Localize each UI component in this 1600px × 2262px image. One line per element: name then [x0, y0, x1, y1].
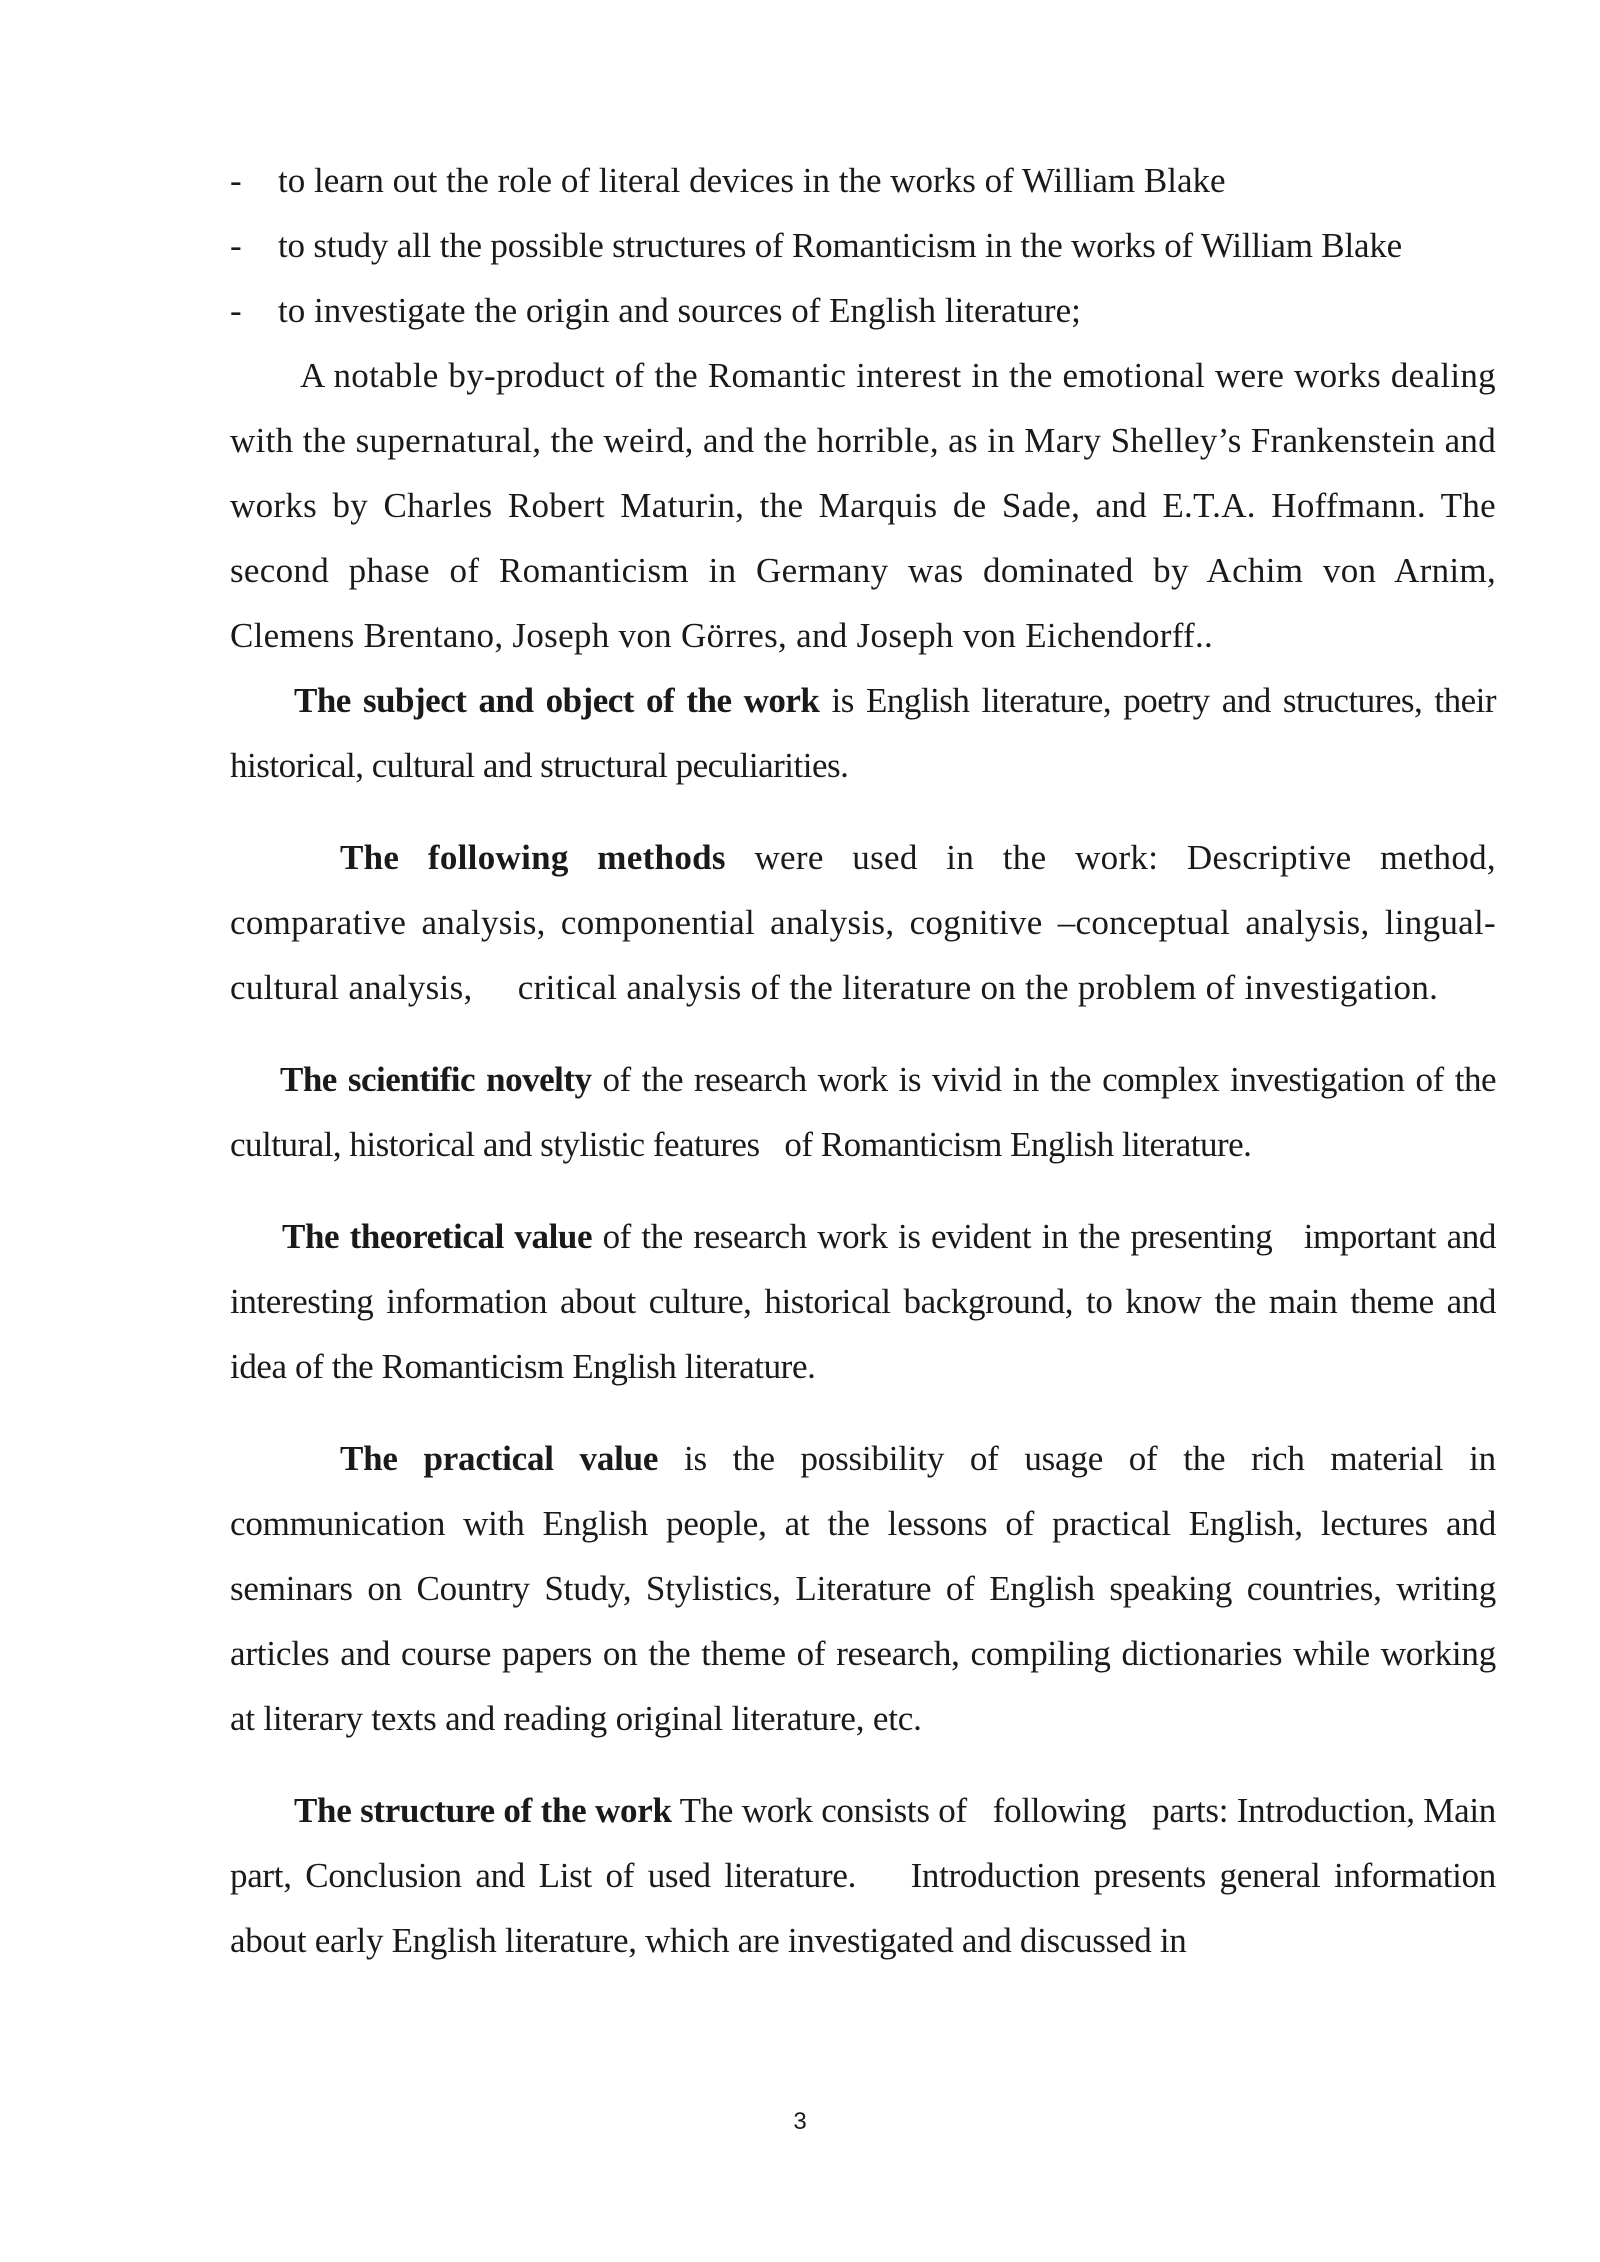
structure-heading: The structure of the work: [294, 1791, 672, 1830]
methods-paragraph: [230, 825, 1506, 1020]
practical-paragraph: [230, 1426, 1496, 1751]
structure-text: The work consists of following parts: Introduction, Main part, Conclusion and List of used literature. Introduction presents general information about early English literature, which are investigated and discussed in: [230, 1791, 1505, 1960]
novelty-heading: The scientific novelty: [280, 1060, 592, 1099]
practical-heading: The practical value: [340, 1439, 659, 1478]
list-dash: -: [230, 161, 242, 200]
intro-paragraph: [230, 343, 1496, 668]
list-item-text: to study all the possible structures of Romanticism in the works of William Blake: [278, 226, 1402, 265]
practical-text: is the possibility of usage of the rich material in communication with English people, at the lessons of practical English, lectures and seminars on Country Study, Stylistics, Literature of English speaking countries, writing articles and course papers on the theme of research, compiling dictionaries while working at literary texts and reading original literature, etc.: [230, 1439, 1496, 1738]
subject-heading: The subject and object of the work: [294, 681, 820, 720]
subject-text: is English literature, poetry and structures, their historical, cultural and structural peculiarities.: [230, 681, 1496, 785]
document-page: [230, 148, 1506, 1973]
novelty-paragraph: [230, 1047, 1505, 1177]
theoretical-paragraph: [230, 1204, 1505, 1399]
methods-text: were used in the work: Descriptive method, comparative analysis, componential analysis, cognitive –conceptual analysis, lingual-cultural analysis, critical analysis of the literature on the problem of investigation.: [230, 838, 1506, 1007]
subject-paragraph: [230, 668, 1496, 798]
novelty-text: of the research work is vivid in the complex investigation of the cultural, historical and stylistic features of Romanticism English literature.: [230, 1060, 1505, 1164]
theoretical-heading: The theoretical value: [282, 1217, 593, 1256]
intro-paragraph-text: A notable by-product of the Romantic interest in the emotional were works dealing with the supernatural, the weird, and the horrible, as in Mary Shelley’s Frankenstein and works by Charles Robert Maturin, the Marquis de Sade, and E.T.A. Hoffmann. The second phase of Romanticism in Germany was dominated by Achim von Arnim, Clemens Brentano, Joseph von Görres, and Joseph von Eichendorff..: [230, 356, 1496, 655]
methods-heading: The following methods: [340, 838, 726, 877]
theoretical-text: of the research work is evident in the presenting important and interesting information about culture, historical background, to know the main theme and idea of the Romanticism English literature.: [230, 1217, 1505, 1386]
list-item-text: to learn out the role of literal devices in the works of William Blake: [278, 161, 1226, 200]
list-item: [230, 278, 1496, 343]
structure-paragraph: [230, 1778, 1505, 1973]
list-dash: -: [230, 291, 242, 330]
list-item-text: to investigate the origin and sources of English literature;: [278, 291, 1081, 330]
list-item: [230, 213, 1496, 278]
list-dash: -: [230, 226, 242, 265]
page-number: 3: [793, 2108, 807, 2135]
list-item: [230, 148, 1496, 213]
